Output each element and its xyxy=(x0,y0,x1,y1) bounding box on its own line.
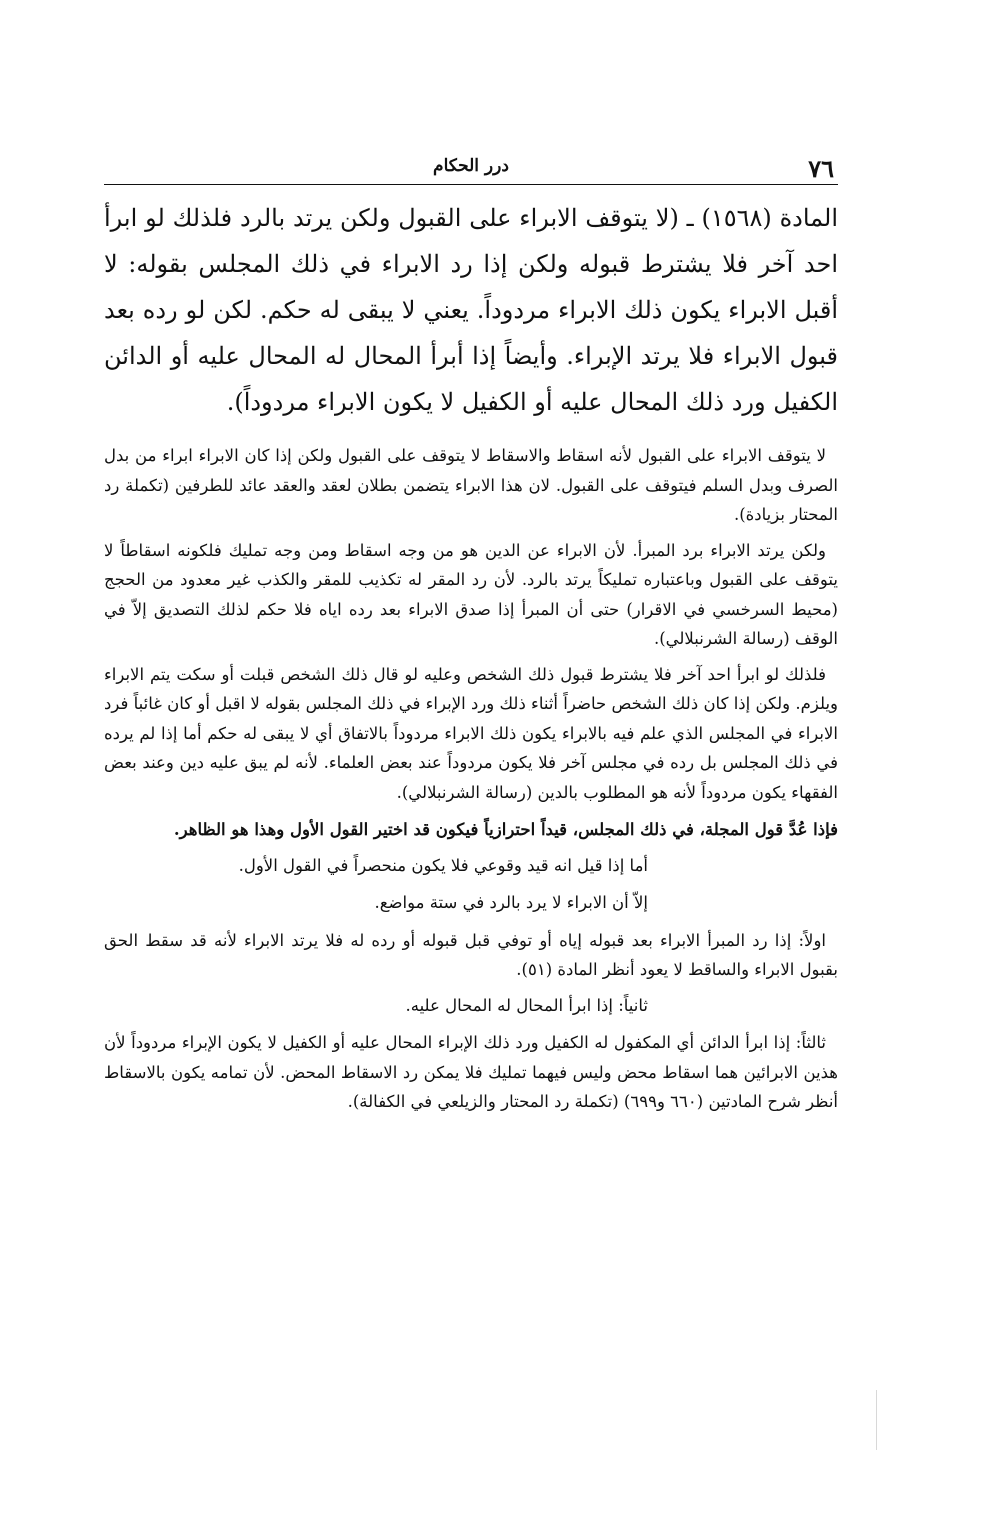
document-page xyxy=(104,150,838,1123)
commentary-paragraph: اولاً: إذا رد المبرأ الابراء بعد قبوله إياه أو توفي قبل قبوله أو رده له فلا يرتد الابراء لأنه قد سقط الحق بقبول الابراء والساقط لا يعود أنظر المادة (٥١). xyxy=(104,930,838,979)
commentary-paragraph: أما إذا قيل انه قيد وقوعي فلا يكون منحصراً في القول الأول. xyxy=(238,855,648,875)
commentary xyxy=(104,441,838,1117)
commentary-paragraph: ولكن يرتد الابراء برد المبرأ. لأن الابراء عن الدين هو من وجه اسقاط ومن وجه تمليك فلكونه اسقاطاً لا يتوقف على القبول وباعتباره تمليكاً يرتد بالرد. لأن رد المقر له تكذيب للمقر والكذب غير معدود من الحجج (محيط السرخسي في الاقرار) حتى أن المبرأ إذا صدق الابراء بعد رده اياه فلا حكم لذلك التصديق إلاّ في الوقف (رسالة الشرنبلالي). xyxy=(104,540,838,648)
commentary-paragraph: فلذلك لو ابرأ احد آخر فلا يشترط قبول ذلك الشخص وعليه لو قال ذلك الشخص قبلت أو سكت يتم الابراء ويلزم. ولكن إذا كان ذلك الشخص حاضراً أثناء ذلك ورد الإبراء في ذلك المجلس بقوله لا اقبل أو كان غائباً فرد الابراء في المجلس الذي علم فيه بالابراء يكون ذلك الابراء مردوداً بالاتفاق أي لا يبقى له حكم أما إذا لم يرده في ذلك المجلس بل رده في مجلس آخر فلا يكون مردوداً عند بعض العلماء. لأنه لم يبق عليه دين وعند بعض الفقهاء يكون مردوداً لأنه هو المطلوب بالدين (رسالة الشرنبلالي). xyxy=(104,664,838,802)
commentary-paragraph: إلاّ أن الابراء لا يرد بالرد في ستة مواضع. xyxy=(374,893,648,912)
commentary-paragraph: ثانياً: إذا ابرأ المحال له المحال عليه. xyxy=(405,995,648,1015)
commentary-paragraph: ثالثاً: إذا ابرأ الدائن أي المكفول له الكفيل ورد ذلك الإبراء المحال عليه أو الكفيل لا يكون الإبراء مردوداً لأن هذين الابرائين هما اسقاط محض وليس فيهما تمليك فلا يمكن رد الاسقاط المحض. لأن تمامه يكون بالاسقاط أنظر شرح المادتين (٦٦٠ و٦٩٩) (تكملة رد المحتار والزيلعي في الكفالة). xyxy=(104,1033,838,1111)
book-title: درر الحكام xyxy=(433,156,509,176)
running-header xyxy=(104,150,838,185)
commentary-paragraph: لا يتوقف الابراء على القبول لأنه اسقاط والاسقاط لا يتوقف على القبول ولكن إذا كان الابراء ابراء من بدل الصرف وبدل السلم فيتوقف على القبول. لان هذا الابراء يتضمن بطلان لعقد والعقد عائد للطرفين (تكملة رد المحتار بزيادة). xyxy=(104,446,838,524)
commentary-paragraph-bold: فإذا عُدَّ قول المجلة، في ذلك المجلس، قيداً احترازياً فيكون قد اختير القول الأول وهذا هو الظاهر. xyxy=(173,820,838,839)
scan-edge-mark xyxy=(876,1390,877,1450)
page-number: ٧٦ xyxy=(808,154,834,183)
article-text: المادة (١٥٦٨) ـ (لا يتوقف الابراء على القبول ولكن يرتد بالرد فلذلك لو ابرأ احد آخر فلا يشترط قبوله ولكن إذا رد الابراء في ذلك المجلس بقوله: لا أقبل الابراء يكون ذلك الابراء مردوداً. يعني لا يبقى له حكم. لكن لو رده بعد قبول الابراء فلا يرتد الإبراء. وأيضاً إذا أبرأ المحال له المحال عليه أو الدائن الكفيل ورد ذلك المحال عليه أو الكفيل لا يكون الابراء مردوداً). xyxy=(104,204,839,416)
